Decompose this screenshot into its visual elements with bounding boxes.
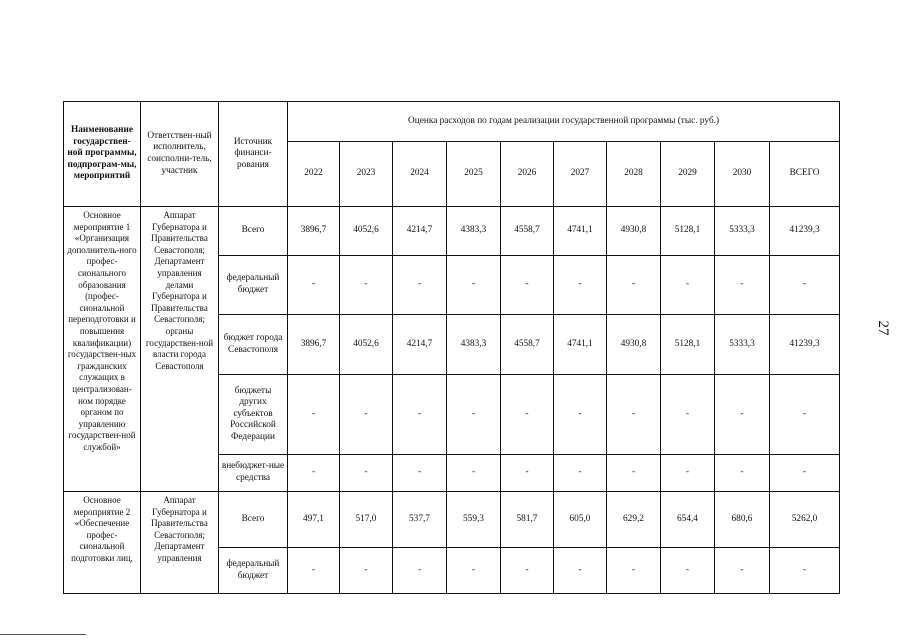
value-cell: - xyxy=(715,256,770,315)
value-cell: - xyxy=(715,548,770,594)
total-cell: 41239,3 xyxy=(770,315,840,375)
header-year: 2026 xyxy=(501,142,554,207)
value-cell: - xyxy=(501,548,554,594)
funding-source: федеральный бюджет xyxy=(219,256,288,315)
measure-name: Основное мероприятие 1 «Организация дополнитель-ного профес-сионального образования (профес-сиональной переподготовки и повышения квалификации) государствен-ных гражданских служащих в централизован-ном порядке органом по управлению государствен-ной службой» xyxy=(64,207,141,492)
value-cell: - xyxy=(661,455,715,492)
value-cell: - xyxy=(447,455,501,492)
total-cell: - xyxy=(770,375,840,455)
header-year: 2025 xyxy=(447,142,501,207)
value-cell: 5333,3 xyxy=(715,315,770,375)
header-year: 2028 xyxy=(607,142,661,207)
value-cell: 4052,6 xyxy=(340,315,393,375)
total-cell: 41239,3 xyxy=(770,207,840,256)
value-cell: 517,0 xyxy=(340,492,393,548)
header-year: 2030 xyxy=(715,142,770,207)
value-cell: - xyxy=(447,548,501,594)
value-cell: - xyxy=(501,375,554,455)
funding-source: внебюджет-ные средства xyxy=(219,455,288,492)
header-responsible: Ответствен-ный исполнитель, соисполни-тель, участник xyxy=(141,102,219,207)
measure-responsible: Аппарат Губернатора и Правительства Севастополя; Департамент управления делами Губернатора и Правительства Севастополя; органы государствен-ной власти города Севастополя xyxy=(141,207,219,492)
value-cell: - xyxy=(607,548,661,594)
value-cell: - xyxy=(288,375,340,455)
value-cell: - xyxy=(661,256,715,315)
header-year: 2023 xyxy=(340,142,393,207)
value-cell: 537,7 xyxy=(393,492,447,548)
header-year: 2029 xyxy=(661,142,715,207)
value-cell: 4214,7 xyxy=(393,207,447,256)
value-cell: - xyxy=(340,375,393,455)
total-cell: - xyxy=(770,256,840,315)
total-cell: - xyxy=(770,455,840,492)
total-cell: 5262,0 xyxy=(770,492,840,548)
value-cell: - xyxy=(554,375,607,455)
value-cell: 680,6 xyxy=(715,492,770,548)
table-row xyxy=(64,207,840,256)
footnote-separator xyxy=(0,634,86,635)
value-cell: 5333,3 xyxy=(715,207,770,256)
funding-source: Всего xyxy=(219,207,288,256)
value-cell: 4052,6 xyxy=(340,207,393,256)
value-cell: - xyxy=(447,256,501,315)
value-cell: - xyxy=(393,548,447,594)
value-cell: - xyxy=(288,548,340,594)
funding-source: бюджет города Севастополя xyxy=(219,315,288,375)
value-cell: - xyxy=(340,256,393,315)
header-year: 2022 xyxy=(288,142,340,207)
value-cell: - xyxy=(393,375,447,455)
budget-table xyxy=(63,101,840,594)
funding-source: федеральный бюджет xyxy=(219,548,288,594)
value-cell: 4558,7 xyxy=(501,315,554,375)
value-cell: - xyxy=(554,455,607,492)
header-row-top xyxy=(64,102,840,142)
value-cell: 559,3 xyxy=(447,492,501,548)
value-cell: 5128,1 xyxy=(661,207,715,256)
funding-source: бюджеты других субъектов Российской Федерации xyxy=(219,375,288,455)
value-cell: 4741,1 xyxy=(554,207,607,256)
value-cell: - xyxy=(340,455,393,492)
value-cell: 605,0 xyxy=(554,492,607,548)
page-number: 27 xyxy=(875,320,891,336)
value-cell: 581,7 xyxy=(501,492,554,548)
value-cell: - xyxy=(393,256,447,315)
funding-source: Всего xyxy=(219,492,288,548)
value-cell: 654,4 xyxy=(661,492,715,548)
value-cell: - xyxy=(501,256,554,315)
value-cell: 4741,1 xyxy=(554,315,607,375)
header-year: 2027 xyxy=(554,142,607,207)
value-cell: 4383,3 xyxy=(447,315,501,375)
value-cell: 3896,7 xyxy=(288,315,340,375)
header-estimate: Оценка расходов по годам реализации государственной программы (тыс. руб.) xyxy=(288,102,840,142)
value-cell: 4383,3 xyxy=(447,207,501,256)
value-cell: 5128,1 xyxy=(661,315,715,375)
value-cell: 4558,7 xyxy=(501,207,554,256)
value-cell: 497,1 xyxy=(288,492,340,548)
value-cell: - xyxy=(554,548,607,594)
measure-name: Основное мероприятие 2 «Обеспечение профес-сиональной подготовки лиц, xyxy=(64,492,141,594)
value-cell: 3896,7 xyxy=(288,207,340,256)
header-source: Источник финанси-рования xyxy=(219,102,288,207)
value-cell: - xyxy=(607,455,661,492)
header-total: ВСЕГО xyxy=(770,142,840,207)
measure-responsible: Аппарат Губернатора и Правительства Севастополя; Департамент управления xyxy=(141,492,219,594)
value-cell: - xyxy=(447,375,501,455)
header-name: Наименование государствен-ной программы, подпрограм-мы, мероприятий xyxy=(64,102,141,207)
value-cell: 4930,8 xyxy=(607,207,661,256)
value-cell: - xyxy=(501,455,554,492)
table-row xyxy=(64,492,840,548)
value-cell: - xyxy=(288,256,340,315)
value-cell: - xyxy=(288,455,340,492)
value-cell: - xyxy=(661,548,715,594)
value-cell: - xyxy=(607,375,661,455)
value-cell: - xyxy=(715,375,770,455)
value-cell: - xyxy=(607,256,661,315)
value-cell: - xyxy=(661,375,715,455)
value-cell: 4930,8 xyxy=(607,315,661,375)
total-cell: - xyxy=(770,548,840,594)
value-cell: 4214,7 xyxy=(393,315,447,375)
value-cell: - xyxy=(393,455,447,492)
value-cell: - xyxy=(554,256,607,315)
value-cell: - xyxy=(715,455,770,492)
header-year: 2024 xyxy=(393,142,447,207)
value-cell: 629,2 xyxy=(607,492,661,548)
value-cell: - xyxy=(340,548,393,594)
